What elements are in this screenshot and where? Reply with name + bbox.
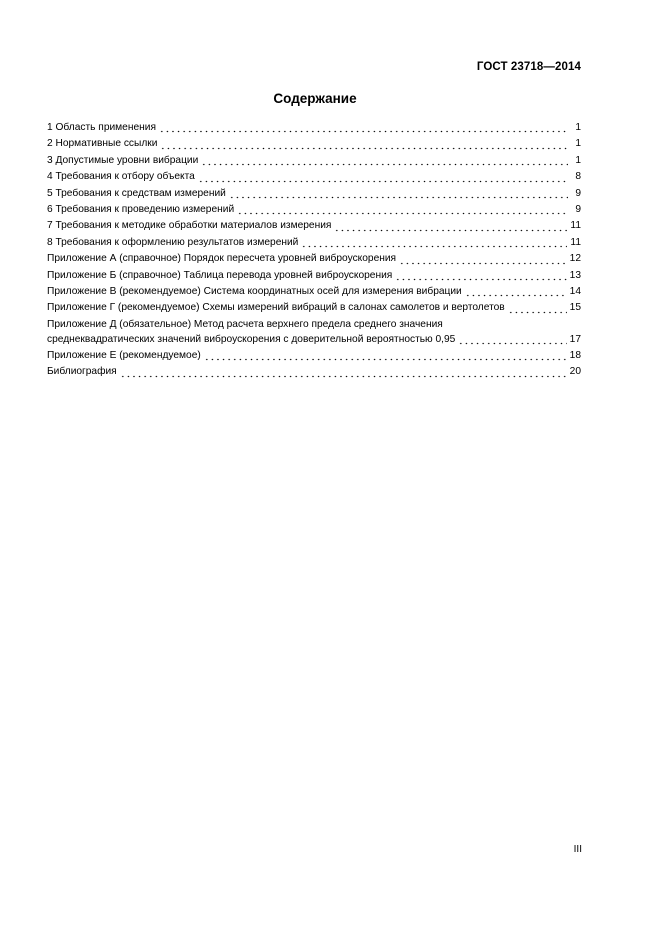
dot-leader xyxy=(395,271,566,281)
toc-entry-page: 1 xyxy=(575,154,581,166)
toc-entry[interactable] xyxy=(47,136,581,152)
toc-entry-page: 8 xyxy=(575,171,581,183)
dot-leader xyxy=(334,222,567,232)
toc-entry-label: Приложение Г (рекомендуемое) Схемы измерений вибраций в салонах самолетов и вертолетов xyxy=(47,302,505,314)
toc-entry-page: 13 xyxy=(569,269,581,281)
toc-entry-page: 11 xyxy=(570,236,581,248)
toc-entry-label: Приложение Е (рекомендуемое) xyxy=(47,350,201,362)
toc-entry[interactable] xyxy=(47,364,581,380)
toc-entry-label: Библиография xyxy=(47,366,117,378)
dot-leader xyxy=(465,287,567,297)
toc-entry-page: 15 xyxy=(569,302,581,314)
toc-entry[interactable] xyxy=(47,284,581,300)
toc-entry-label: 3 Допустимые уровни вибрации xyxy=(47,154,199,166)
standard-code: ГОСТ 23718—2014 xyxy=(476,61,581,73)
toc-entry[interactable] xyxy=(47,169,581,185)
toc-entry-label-line1: Приложение Д (обязательное) Метод расчета верхнего предела среднего значения xyxy=(47,318,443,330)
table-of-contents xyxy=(47,120,581,381)
toc-entry-page: 20 xyxy=(569,366,581,378)
toc-entry[interactable] xyxy=(47,251,581,267)
toc-entry-label-line2: среднеквадратических значений виброускорения с доверительной вероятностью 0,95 xyxy=(47,333,456,345)
toc-entry-label: Приложение Б (справочное) Таблица перевода уровней виброускорения xyxy=(47,269,393,281)
toc-entry[interactable] xyxy=(47,202,581,218)
toc-entry[interactable] xyxy=(47,153,581,169)
toc-entry-page: 1 xyxy=(575,138,581,150)
toc-entry-page: 9 xyxy=(575,187,581,199)
toc-entry-label: 8 Требования к оформлению результатов измерений xyxy=(47,236,299,248)
toc-entry-line2 xyxy=(47,332,581,348)
dot-leader xyxy=(229,189,568,199)
dot-leader xyxy=(159,123,568,133)
toc-entry[interactable] xyxy=(47,120,581,136)
toc-entry[interactable] xyxy=(47,348,581,364)
toc-entry-page: 1 xyxy=(575,121,581,133)
toc-entry-label: 6 Требования к проведению измерений xyxy=(47,203,235,215)
toc-entry-page: 9 xyxy=(575,203,581,215)
toc-entry[interactable] xyxy=(47,218,581,234)
dot-leader xyxy=(201,156,568,166)
dot-leader xyxy=(160,140,568,150)
toc-entry[interactable] xyxy=(47,235,581,251)
dot-leader xyxy=(120,368,567,378)
toc-entry[interactable] xyxy=(47,300,581,316)
toc-entry-label: 1 Область применения xyxy=(47,121,156,133)
toc-entry-label: 2 Нормативные ссылки xyxy=(47,138,158,150)
toc-entry[interactable] xyxy=(47,186,581,202)
toc-entry-label: 7 Требования к методике обработки материалов измерения xyxy=(47,220,332,232)
toc-title: Содержание xyxy=(273,91,357,106)
toc-entry-label: Приложение А (справочное) Порядок пересчета уровней виброускорения xyxy=(47,253,397,265)
toc-entry-page: 17 xyxy=(569,333,581,345)
toc-entry-page: 18 xyxy=(569,350,581,362)
toc-entry-label: Приложение В (рекомендуемое) Система координатных осей для измерения вибрации xyxy=(47,285,462,297)
toc-entry-page: 12 xyxy=(569,253,581,265)
dot-leader xyxy=(301,238,567,248)
toc-entry-page: 14 xyxy=(569,285,581,297)
toc-entry-label: 4 Требования к отбору объекта xyxy=(47,171,195,183)
toc-entry[interactable] xyxy=(47,268,581,284)
dot-leader xyxy=(204,351,567,361)
dot-leader xyxy=(458,335,566,345)
dot-leader xyxy=(237,205,568,215)
toc-entry-label: 5 Требования к средствам измерений xyxy=(47,187,226,199)
dot-leader xyxy=(399,255,567,265)
toc-entry[interactable] xyxy=(47,317,581,348)
page-number: III xyxy=(573,844,582,855)
toc-entry-page: 11 xyxy=(570,220,581,232)
dot-leader xyxy=(508,304,567,314)
dot-leader xyxy=(198,173,568,183)
